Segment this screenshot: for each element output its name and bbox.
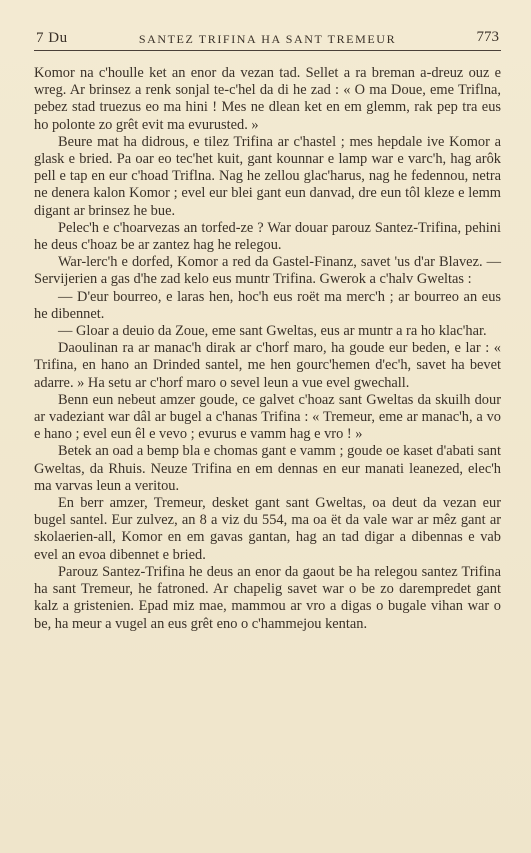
running-header (34, 26, 501, 51)
paragraph: En berr amzer, Tremeur, desket gant sant Gweltas, oa deut da vezan eur bugel santel. Eur zulvez, an 8 a viz du 554, ma oa ët da vale war ar mêz gant ar skolaerien-all, Komor en em gavas gantan, hag an tad digar a dibennas e vab evel an evoa dibennet e bried. (34, 495, 501, 563)
date-label: 7 Du (36, 30, 68, 46)
paragraph: Betek an oad a bemp bla e chomas gant e vamm ; goude oe kaset d'abati sant Gweltas, da Rhuis. Neuze Trifina en em dennas en eur manati leanezed, elec'h ma varvas leun a veritou. (34, 443, 501, 494)
paragraph: Pelec'h e c'hoarvezas an torfed-ze ? War douar parouz Santez-Trifina, pehini he deus c'hoaz be ar zantez hag he relegou. (34, 219, 501, 254)
paragraph: Parouz Santez-Trifina he deus an enor da gaout be ha relegou santez Trifina ha sant Tremeur, he fatroned. Ar chapelig savet war o be zo darempredet gant kalz a gristenien. Epad miz mae, mammou ar vro a digas o bugale vihan war o be, ha meur a vugel an eus grêt eno o c'hammejou kentan. (34, 563, 501, 632)
paragraph: — Gloar a deuio da Zoue, eme sant Gweltas, eus ar muntr a ra ho klac'har. (58, 323, 487, 340)
paragraph: Komor na c'houlle ket an enor da vezan tad. Sellet a ra breman a-dreuz ouz e wreg. Ar brinsez a renk sonjal te-c'hel da di he zad : « O ma Doue, eme Triflna, pebez stad truezus eo ma hini ! Mes ne dlean ket en em glemm, rak pep tra eus ho polonte zo grêt evit ma evurusted. » (34, 65, 501, 133)
paragraph: — D'eur bourreo, e laras hen, hoc'h eus roët ma merc'h ; ar bourreo an eus he dibennet. (34, 288, 501, 322)
paragraph: Benn eun nebeut amzer goude, ce galvet c'hoaz sant Gweltas da skuilh dour ar vadeziant war dâl ar bugel a c'hanas Trifina : « Tremeur, eme ar manac'h, a vo e hano ; evel eun êl e vevo ; evurus e vamm hag e vro ! » (34, 391, 501, 443)
paragraph: War-lerc'h e dorfed, Komor a red da Gastel-Finanz, savet 'us d'ar Blavez. — Servijerien a gas d'he zad kelo eus muntr Trifina. Gwerok a c'halv Gweltas : (34, 254, 501, 288)
page-number: 773 (476, 29, 499, 45)
page-body (34, 65, 501, 633)
paragraph: Daoulinan ra ar manac'h dirak ar c'horf maro, ha goude eur beden, e lar : « Trifina, en hano an Drinded santel, me hen gourc'hemen d'ec'h, savet ha bevet adarre. » Ha setu ar c'horf maro o sevel leun a vue evel gwechall. (34, 340, 501, 391)
running-title: SANTEZ TRIFINA HA SANT TREMEUR (138, 32, 397, 46)
paragraph: Beure mat ha didrous, e tilez Trifina ar c'hastel ; mes hepdale ive Komor a glask e bried. Pa oar eo tec'het kuit, gant kounnar e lamp war e varc'h, hag arôk pell e tap en eur c'hoad Triflna. Nag he zellou glac'harus, nag he fedennou, netra ne denera kalon Komor ; evel eur blei gant eun danvad, dre eun tôl kleze e lemm digant ar brinsez he bue. (34, 133, 501, 219)
